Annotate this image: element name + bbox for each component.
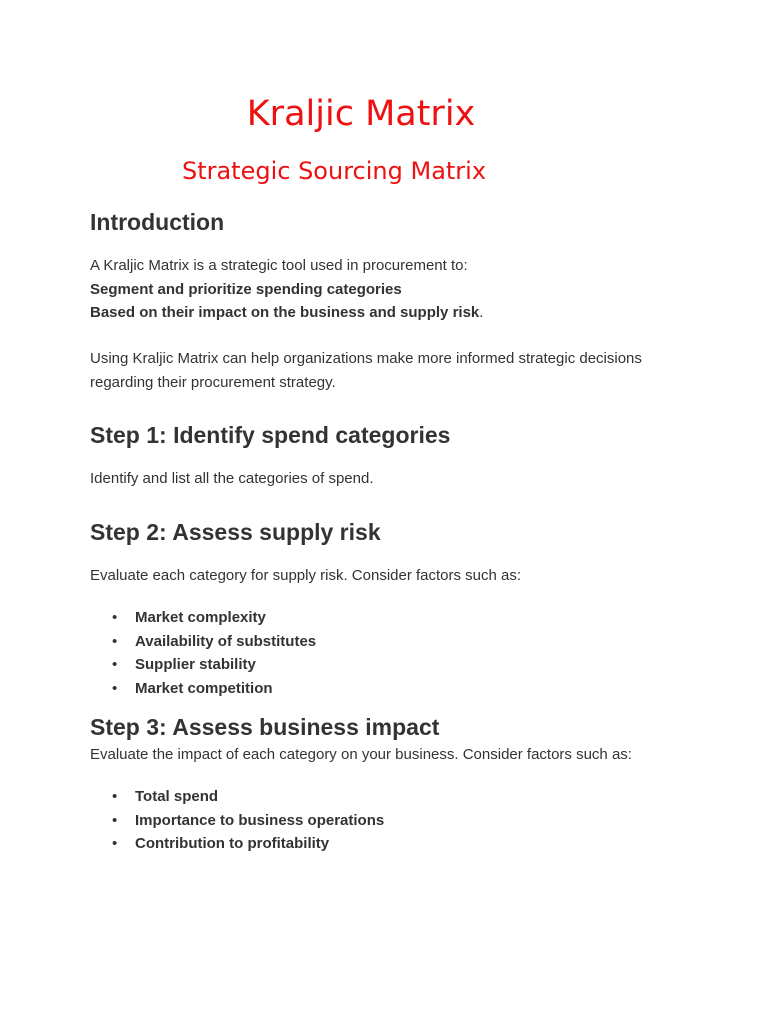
intro-para2-line-2: regarding their procurement strategy.	[90, 374, 336, 391]
bullet-icon: •	[112, 835, 118, 852]
bullet-icon: •	[112, 679, 118, 697]
list-item	[90, 653, 316, 677]
step2-text: Evaluate each category for supply risk. Consider factors such as:	[90, 567, 522, 584]
list-item-label: Importance to business operations	[135, 811, 385, 829]
list-item-label: Contribution to profitability	[135, 835, 330, 852]
step1-heading: Step 1: Identify spend categories	[90, 422, 451, 448]
intro-line-3-bold: Based on their impact on the business and supply risk	[90, 304, 480, 321]
bullet-icon: •	[112, 632, 118, 650]
intro-line-1: A Kraljic Matrix is a strategic tool used in procurement to:	[90, 257, 468, 274]
list-item	[90, 606, 316, 630]
list-item-label: Availability of substitutes	[135, 632, 317, 650]
list-item-label: Total spend	[135, 788, 219, 805]
step1-text: Identify and list all the categories of spend.	[90, 470, 374, 487]
page-subtitle: Strategic Sourcing Matrix	[181, 157, 487, 185]
list-item	[90, 630, 316, 654]
list-item	[90, 809, 384, 833]
list-item-label: Market complexity	[135, 609, 266, 626]
intro-line-2: Segment and prioritize spending categories	[90, 281, 402, 298]
list-item	[90, 832, 384, 856]
bullet-icon: •	[112, 811, 118, 829]
step3-heading: Step 3: Assess business impact	[90, 714, 440, 740]
intro-heading: Introduction	[90, 209, 225, 235]
list-item-label: Supplier stability	[135, 656, 256, 673]
step2-factor-list	[90, 606, 316, 700]
bullet-icon: •	[112, 656, 118, 673]
list-item-label: Market competition	[135, 679, 273, 697]
intro-line-3	[90, 301, 483, 325]
list-item	[90, 785, 384, 809]
bullet-icon: •	[112, 788, 118, 805]
bullet-icon: •	[112, 609, 118, 626]
page-title: Kraljic Matrix	[246, 94, 476, 134]
list-item	[90, 677, 316, 701]
intro-line-3-end: .	[479, 304, 484, 321]
step3-factor-list	[90, 785, 384, 856]
step2-heading: Step 2: Assess supply risk	[90, 519, 381, 545]
intro-para2-line-1: Using Kraljic Matrix can help organizations make more informed strategic decisions	[90, 350, 642, 367]
step3-text: Evaluate the impact of each category on your business. Consider factors such as:	[90, 746, 632, 763]
